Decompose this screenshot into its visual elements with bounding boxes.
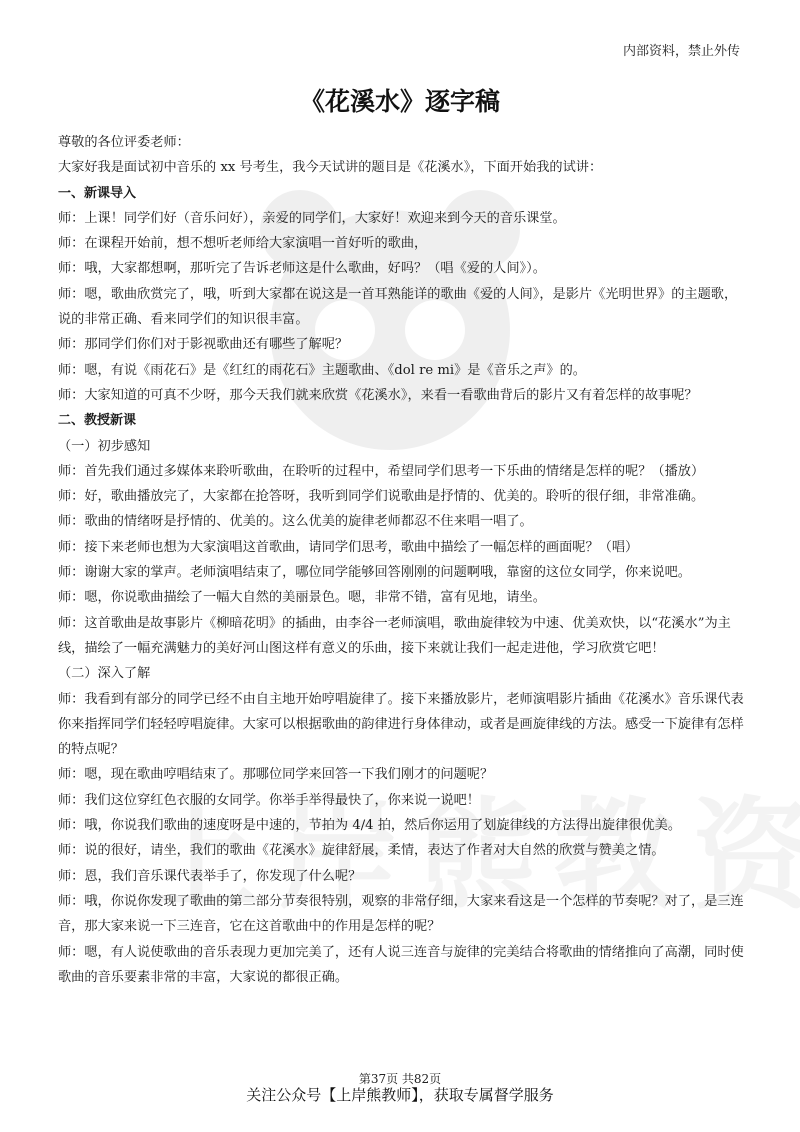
paragraph: 师：说的很好，请坐，我们的歌曲《花溪水》旋律舒展，柔情，表达了作者对大自然的欣赏与赞美之情。: [58, 843, 665, 859]
paragraph: 师：这首歌曲是故事影片《柳暗花明》的插曲，由李谷一老师演唱，歌曲旋律较为中速、优美欢快，以“花溪水”为主线，描绘了一幅充满魅力的美好河山图这样有意义的乐曲，接下来就让我们一起走进他，学习欣赏它吧！: [58, 615, 731, 656]
footer-note: 关注公众号【上岸熊教师】，获取专属督学服务: [246, 1086, 554, 1104]
paragraph: 师：接下来老师也想为大家演唱这首歌曲，请同学们思考，歌曲中描绘了一幅怎样的画面呢？（唱）: [58, 539, 639, 555]
paragraph: 师：那同学们你们对于影视歌曲还有哪些了解呢？: [58, 337, 349, 353]
paragraph: （一）初步感知: [58, 438, 151, 454]
paragraph: 师：在课程开始前，想不想听老师给大家演唱一首好听的歌曲，: [58, 236, 428, 252]
paragraph: 师：谢谢大家的掌声。老师演唱结束了，哪位同学能够回答刚刚的问题啊哦，靠窗的这位女同学，你来说吧。: [58, 565, 691, 581]
paragraph: 师：哦，你说你发现了歌曲的第二部分节奏很特别，观察的非常仔细，大家来看这是一个怎样的节奏呢？对了，是三连音，那大家来说一下三连音，它在这首歌曲中的作用是怎样的呢？: [58, 893, 744, 935]
paragraph: 师：嗯，现在歌曲哼唱结束了。那哪位同学来回答一下我们刚才的问题呢？: [58, 767, 494, 783]
paragraph: 师：我看到有部分的同学已经不由自主地开始哼唱旋律了。接下来播放影片，老师演唱影片插曲《花溪水》音乐课代表你来指挥同学们轻轻哼唱旋律。大家可以根据歌曲的韵律进行身体律动，或者是画旋律线的方法。感受一下旋律有怎样的特点呢？: [58, 691, 744, 758]
header-note: 内部资料，禁止外传: [622, 44, 740, 59]
paragraph: 师：大家知道的可真不少呀，那今天我们就来欣赏《花溪水》，来看一看歌曲背后的影片又有着怎样的故事呢？: [58, 387, 698, 403]
paragraph: 师：嗯，有说《雨花石》是《红红的雨花石》主题歌曲、《dol re mi》是《音乐之声》的。: [58, 362, 586, 378]
paragraph: 师：哦，大家都想啊，那听完了告诉老师这是什么歌曲，好吗？（唱《爱的人间》）。: [58, 261, 546, 277]
section-heading: 二、教授新课: [58, 413, 137, 429]
paragraph: 师：嗯，歌曲欣赏完了，哦，听到大家都在说这是一首耳熟能详的歌曲《爱的人间》，是影片《光明世界》的主题歌，说的非常正确、看来同学们的知识很丰富。: [58, 286, 738, 328]
paragraph: 师：嗯，有人说使歌曲的音乐表现力更加完美了，还有人说三连音与旋律的完美结合将歌曲的情绪推向了高潮，同时使歌曲的音乐要素非常的丰富，大家说的都很正确。: [58, 944, 744, 985]
paragraph: 师：歌曲的情绪呀是抒情的、优美的。这么优美的旋律老师都忍不住来唱一唱了。: [58, 514, 533, 530]
paragraph: 师：我们这位穿红色衣服的女同学。你举手举得最快了，你来说一说吧！: [58, 792, 480, 808]
paragraph: 尊敬的各位评委老师：: [58, 135, 190, 150]
paragraph: 大家好我是面试初中音乐的 xx 号考生，我今天试讲的题目是《花溪水》，下面开始我的试讲：: [58, 160, 603, 176]
paragraph: 师：好，歌曲播放完了，大家都在抢答呀，我听到同学们说歌曲是抒情的、优美的。聆听的很仔细，非常准确。: [58, 489, 705, 505]
paragraph: 师：哦，你说我们歌曲的速度呀是中速的，节拍为 4/4 拍，然后你运用了划旋律线的方法得出旋律很优美。: [58, 818, 682, 834]
paragraph: 师：嗯，你说歌曲描绘了一幅大自然的美丽景色。嗯，非常不错，富有见地，请坐。: [58, 590, 546, 606]
paragraph: （二）深入了解: [58, 666, 151, 682]
paragraph: 师：上课！同学们好（音乐问好），亲爱的同学们，大家好！欢迎来到今天的音乐课堂。: [58, 210, 566, 226]
paragraph: 师：首先我们通过多媒体来聆听歌曲，在聆听的过程中，希望同学们思考一下乐曲的情绪是怎样的呢？（播放）: [58, 463, 705, 479]
paragraph: 师：恩，我们音乐课代表举手了，你发现了什么呢？: [58, 868, 362, 884]
section-heading: 一、新课导入: [58, 185, 137, 201]
page-number: 第37页 共82页: [358, 1072, 442, 1086]
document-body: [58, 130, 746, 990]
page-title: 《花溪水》逐字稿: [299, 87, 500, 116]
